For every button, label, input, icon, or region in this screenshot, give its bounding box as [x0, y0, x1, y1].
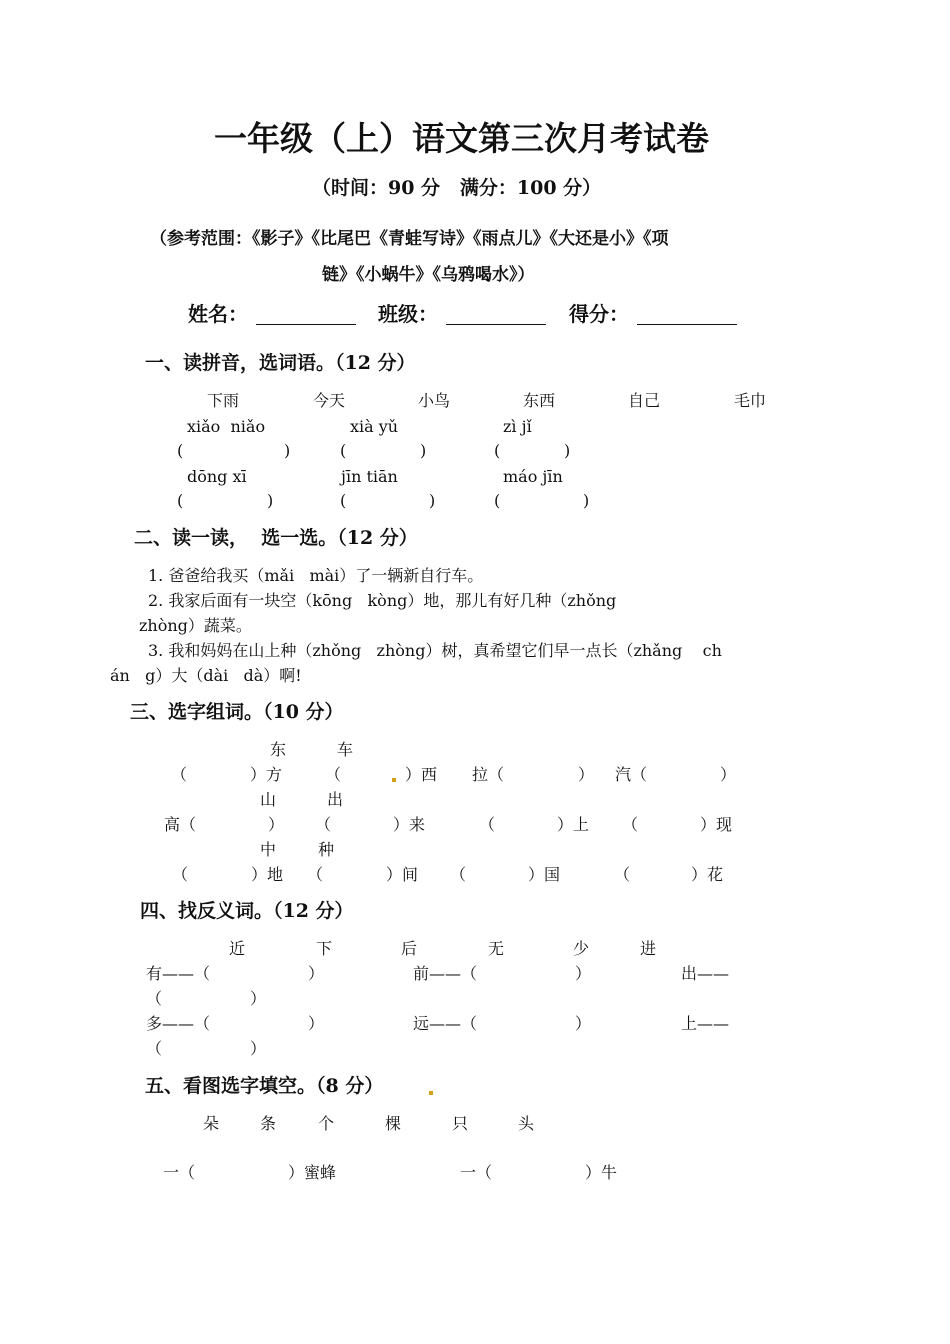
- answer-paren-open: (: [340, 491, 347, 510]
- fill-blank: （: [315, 815, 332, 834]
- fill-blank: ）现: [700, 815, 733, 834]
- word-choice: 今天: [313, 391, 346, 410]
- answer-paren-open: (: [177, 441, 184, 460]
- class-label: 班级：: [378, 302, 438, 326]
- measure-word-choice: 只: [452, 1114, 469, 1133]
- word-choice: 东西: [523, 391, 556, 410]
- word-choice: 后: [401, 939, 418, 958]
- char-choice: 山: [260, 790, 277, 809]
- answer-paren-open: (: [177, 491, 184, 510]
- char-choice: 东: [270, 740, 287, 759]
- section-2-heading: 二、读一读， 选一选。（12 分）: [134, 527, 418, 549]
- marker-dot: [429, 1091, 433, 1095]
- answer-paren-open: (: [340, 441, 347, 460]
- pinyin: zì jǐ: [503, 417, 532, 436]
- char-choice: 车: [337, 740, 354, 759]
- measure-word-choice: 条: [260, 1114, 277, 1133]
- pinyin: xià yǔ: [350, 417, 399, 436]
- section-3-heading: 三、选字组词。（10 分）: [130, 701, 344, 723]
- answer-paren-close: ): [583, 491, 590, 510]
- fill-blank: ）间: [386, 865, 419, 884]
- answer-paren-close: ): [564, 441, 571, 460]
- exam-time-score: （时间：90 分 满分：100 分）: [312, 177, 602, 199]
- antonym-item: 远——（: [413, 1014, 478, 1033]
- marker-dot: [392, 778, 396, 782]
- question-line: 1. 爸爸给我买（mǎi mài）了一辆新自行车。: [148, 566, 484, 585]
- fill-blank: 拉（: [472, 765, 505, 784]
- fill-blank: （: [479, 815, 496, 834]
- pinyin: máo jīn: [503, 467, 563, 486]
- fill-blank: ）: [720, 765, 737, 784]
- pinyin: jīn tiān: [341, 467, 398, 486]
- antonym-item: ）: [250, 1039, 267, 1058]
- fill-blank: 汽（: [615, 765, 648, 784]
- fill-blank: 高（: [164, 815, 197, 834]
- fill-blank: ）: [268, 815, 285, 834]
- antonym-item: ）: [308, 964, 325, 983]
- char-choice: 出: [327, 790, 344, 809]
- antonym-item: ）: [308, 1014, 325, 1033]
- answer-paren-close: ): [429, 491, 436, 510]
- fill-blank: （: [614, 865, 631, 884]
- answer-paren-close: ): [267, 491, 274, 510]
- measure-word-choice: 棵: [385, 1114, 402, 1133]
- antonym-item: （: [146, 989, 163, 1008]
- word-choice: 无: [488, 939, 505, 958]
- answer-paren-open: (: [494, 441, 501, 460]
- antonym-item: 出——: [681, 964, 730, 983]
- section-5-heading: 五、看图选字填空。（8 分）: [145, 1075, 384, 1097]
- fill-blank: ）方: [250, 765, 283, 784]
- question-line: zhòng）蔬菜。: [139, 616, 252, 635]
- word-choice: 下: [316, 939, 333, 958]
- word-choice: 近: [229, 939, 246, 958]
- char-choice: 种: [318, 840, 335, 859]
- name-label: 姓名：: [188, 302, 248, 326]
- name-blank[interactable]: [256, 324, 356, 325]
- fill-blank: ）上: [557, 815, 590, 834]
- fill-blank: ）来: [393, 815, 426, 834]
- section-1-heading: 一、读拼音，选词语。（12 分）: [145, 352, 416, 374]
- fill-blank: ）: [578, 765, 595, 784]
- fill-blank: （: [622, 815, 639, 834]
- question-line: 3. 我和妈妈在山上种（zhǒng zhòng）树，真希望它们早一点长（zhǎng ch: [148, 641, 722, 660]
- char-choice: 中: [260, 840, 277, 859]
- fill-blank: ）国: [528, 865, 561, 884]
- fill-blank: （: [325, 765, 342, 784]
- fill-blank: ）西: [405, 765, 438, 784]
- pinyin: xiǎo niǎo: [187, 417, 266, 436]
- antonym-item: ）: [575, 1014, 592, 1033]
- fill-blank: ）地: [251, 865, 284, 884]
- antonym-item: 上——: [681, 1014, 730, 1033]
- antonym-item: 有——（: [146, 964, 211, 983]
- fill-blank: （: [307, 865, 324, 884]
- question-line: 2. 我家后面有一块空（kōng kòng）地，那儿有好几种（zhǒng: [148, 591, 617, 610]
- answer-paren-open: (: [494, 491, 501, 510]
- antonym-item: 前——（: [413, 964, 478, 983]
- page-title: 一年级（上）语文第三次月考试卷: [214, 119, 709, 158]
- word-choice: 自己: [628, 391, 661, 410]
- score-label: 得分：: [569, 302, 629, 326]
- score-blank[interactable]: [637, 324, 737, 325]
- measure-word-choice: 个: [318, 1114, 335, 1133]
- fill-blank: ）牛: [585, 1163, 618, 1182]
- fill-blank: ）花: [691, 865, 724, 884]
- measure-word-choice: 头: [518, 1114, 535, 1133]
- antonym-item: ）: [575, 964, 592, 983]
- answer-paren-close: ): [420, 441, 427, 460]
- fill-blank: （: [171, 765, 188, 784]
- class-blank[interactable]: [446, 324, 546, 325]
- word-choice: 进: [640, 939, 657, 958]
- word-choice: 下雨: [207, 391, 240, 410]
- word-choice: 少: [573, 939, 590, 958]
- scope-line-1: （参考范围：《影子》《比尾巴《青蛙写诗》《雨点儿》《大还是小》《项: [150, 229, 669, 249]
- word-choice: 毛巾: [734, 391, 767, 410]
- antonym-item: （: [146, 1039, 163, 1058]
- fill-blank: （: [450, 865, 467, 884]
- section-4-heading: 四、找反义词。（12 分）: [140, 900, 354, 922]
- fill-blank: ）蜜蜂: [288, 1163, 337, 1182]
- fill-blank: 一（: [163, 1163, 196, 1182]
- answer-paren-close: ): [284, 441, 291, 460]
- word-choice: 小鸟: [418, 391, 451, 410]
- pinyin: dōng xī: [187, 467, 247, 486]
- antonym-item: ）: [250, 989, 267, 1008]
- fill-blank: 一（: [460, 1163, 493, 1182]
- question-line: án g）大（dài dà）啊!: [110, 666, 302, 685]
- measure-word-choice: 朵: [203, 1114, 220, 1133]
- fill-blank: （: [172, 865, 189, 884]
- scope-line-2: 链》《小蜗牛》《乌鸦喝水》）: [322, 265, 535, 285]
- antonym-item: 多——（: [146, 1014, 211, 1033]
